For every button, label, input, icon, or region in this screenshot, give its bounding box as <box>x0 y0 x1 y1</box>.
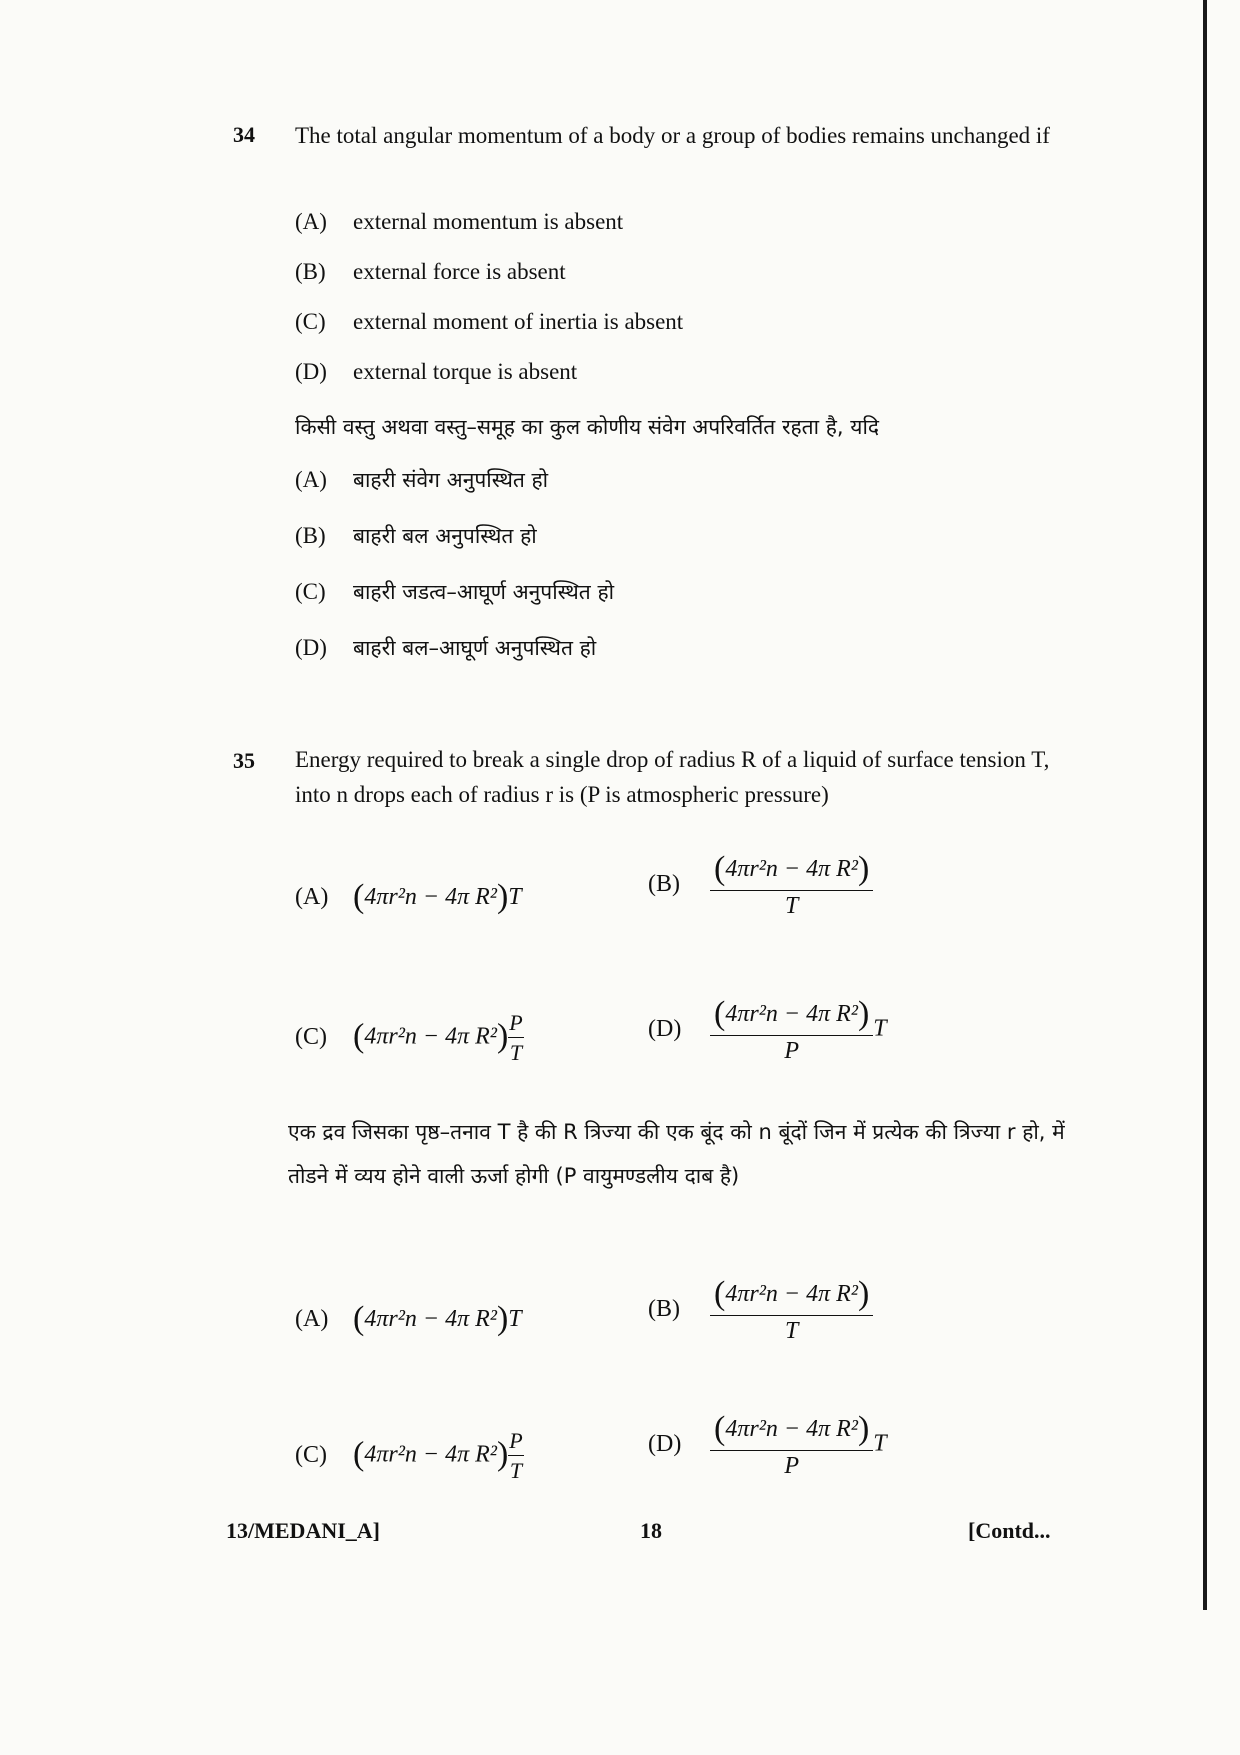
continued-marker: [Contd... <box>968 1518 1051 1543</box>
option-d-en <box>295 359 577 385</box>
option-text: बाहरी जडत्व–आघूर्ण अनुपस्थित हो <box>353 580 615 604</box>
paper-code: 13/MEDANI_A] <box>226 1518 380 1543</box>
option-d-en <box>648 995 887 1065</box>
symbol-t: T <box>784 1318 799 1344</box>
symbol-t: T <box>873 1015 887 1042</box>
option-a-hi: (A) (4πr²n − 4π R²)T <box>295 1300 522 1337</box>
fraction: $\frac{\text{(4πr²n − 4π R²)}}{P}$ <box>710 1410 873 1480</box>
option-label: (B) <box>295 259 326 284</box>
page-number: 18 <box>640 1518 662 1543</box>
option-label: (D) <box>295 635 327 660</box>
question-number: 34 <box>233 122 255 147</box>
option-label: (C) <box>295 1441 327 1468</box>
expression: 4πr²n − 4π R² <box>364 1023 497 1050</box>
option-b-hi <box>295 522 537 550</box>
option-c-en <box>295 309 683 335</box>
expression: 4πr²n − 4π R² <box>725 1416 858 1442</box>
fraction: $\frac{\text{(4πr²n − 4π R²)}}{T}$ <box>710 850 873 920</box>
option-label: (D) <box>648 1015 682 1042</box>
page-edge-rule <box>1203 0 1207 1610</box>
option-a-en: (A) (4πr²n − 4π R²)T <box>295 878 522 915</box>
option-b-hi <box>648 1275 873 1345</box>
option-label: (B) <box>295 523 326 548</box>
symbol-t: T <box>873 1430 887 1457</box>
symbol-p: P <box>509 1010 523 1035</box>
symbol-p: P <box>509 1428 523 1453</box>
option-label: (A) <box>295 467 327 492</box>
fraction: $\frac{\text{(4πr²n − 4π R²)}}{P}$ <box>710 995 873 1065</box>
expression: 4πr²n − 4π R² <box>364 1441 497 1468</box>
option-label: (A) <box>295 884 329 910</box>
option-text: बाहरी बल–आघूर्ण अनुपस्थित हो <box>353 636 597 660</box>
option-label: (D) <box>648 1430 682 1457</box>
option-text: external torque is absent <box>353 359 578 384</box>
option-a-en <box>295 209 623 235</box>
symbol-t: T <box>508 1306 522 1332</box>
option-label: (C) <box>295 309 326 334</box>
option-c-hi <box>295 578 614 606</box>
option-text: external moment of inertia is absent <box>353 309 684 334</box>
option-a-hi <box>295 466 548 494</box>
option-label: (D) <box>295 359 327 384</box>
fraction <box>508 1428 523 1484</box>
symbol-t: T <box>509 1040 523 1065</box>
fraction <box>508 1010 523 1066</box>
option-b-en <box>648 850 873 920</box>
option-c-hi: (C) (4πr²n − 4π R²) $\frac{P}{T}$ <box>295 1428 523 1483</box>
expression: 4πr²n − 4π R² <box>364 884 497 910</box>
symbol-p: P <box>784 1038 799 1064</box>
option-label: (A) <box>295 209 327 234</box>
option-label: (C) <box>295 579 326 604</box>
symbol-t: T <box>508 884 522 910</box>
expression: 4πr²n − 4π R² <box>725 1001 858 1027</box>
option-label: (A) <box>295 1306 329 1332</box>
option-label: (B) <box>648 1295 680 1322</box>
question-text-hi: किसी वस्तु अथवा वस्तु–समूह का कुल कोणीय संवेग अपरिवर्तित रहता है, यदि <box>295 415 880 439</box>
question-text-en: Energy required to break a single drop of radius R of a liquid of surface tension T, into n drops each of radius r is (P is atmospheric pressure) <box>295 747 1050 807</box>
option-c-en: (C) (4πr²n − 4π R²) $\frac{P}{T}$ <box>295 1010 523 1065</box>
expression: 4πr²n − 4π R² <box>725 1281 858 1307</box>
option-d-hi <box>295 634 596 662</box>
question-number: 35 <box>233 748 255 773</box>
option-b-en <box>295 259 566 285</box>
option-text: बाहरी संवेग अनुपस्थित हो <box>353 468 549 492</box>
fraction: $\frac{\text{(4πr²n − 4π R²)}}{T}$ <box>710 1275 873 1345</box>
expression: 4πr²n − 4π R² <box>725 856 858 882</box>
option-text: external momentum is absent <box>353 209 624 234</box>
symbol-p: P <box>784 1453 799 1479</box>
option-text: बाहरी बल अनुपस्थित हो <box>353 524 537 548</box>
option-label: (C) <box>295 1023 327 1050</box>
option-d-hi <box>648 1410 887 1480</box>
symbol-t: T <box>784 893 799 919</box>
option-label: (B) <box>648 870 680 897</box>
question-text-hi: एक द्रव जिसका पृष्ठ–तनाव T है की R त्रिज्या की एक बूंद को n बूंदों जिन में प्रत्येक की त्रिज्या r हो, में तोडने में व्यय होने वाली ऊर्जा होगी (P वायुमण्डलीय दाब है) <box>288 1120 1065 1188</box>
question-text-en: The total angular momentum of a body or a group of bodies remains unchanged if <box>295 123 1050 148</box>
option-text: external force is absent <box>353 259 566 284</box>
expression: 4πr²n − 4π R² <box>364 1306 497 1332</box>
symbol-t: T <box>509 1458 523 1483</box>
